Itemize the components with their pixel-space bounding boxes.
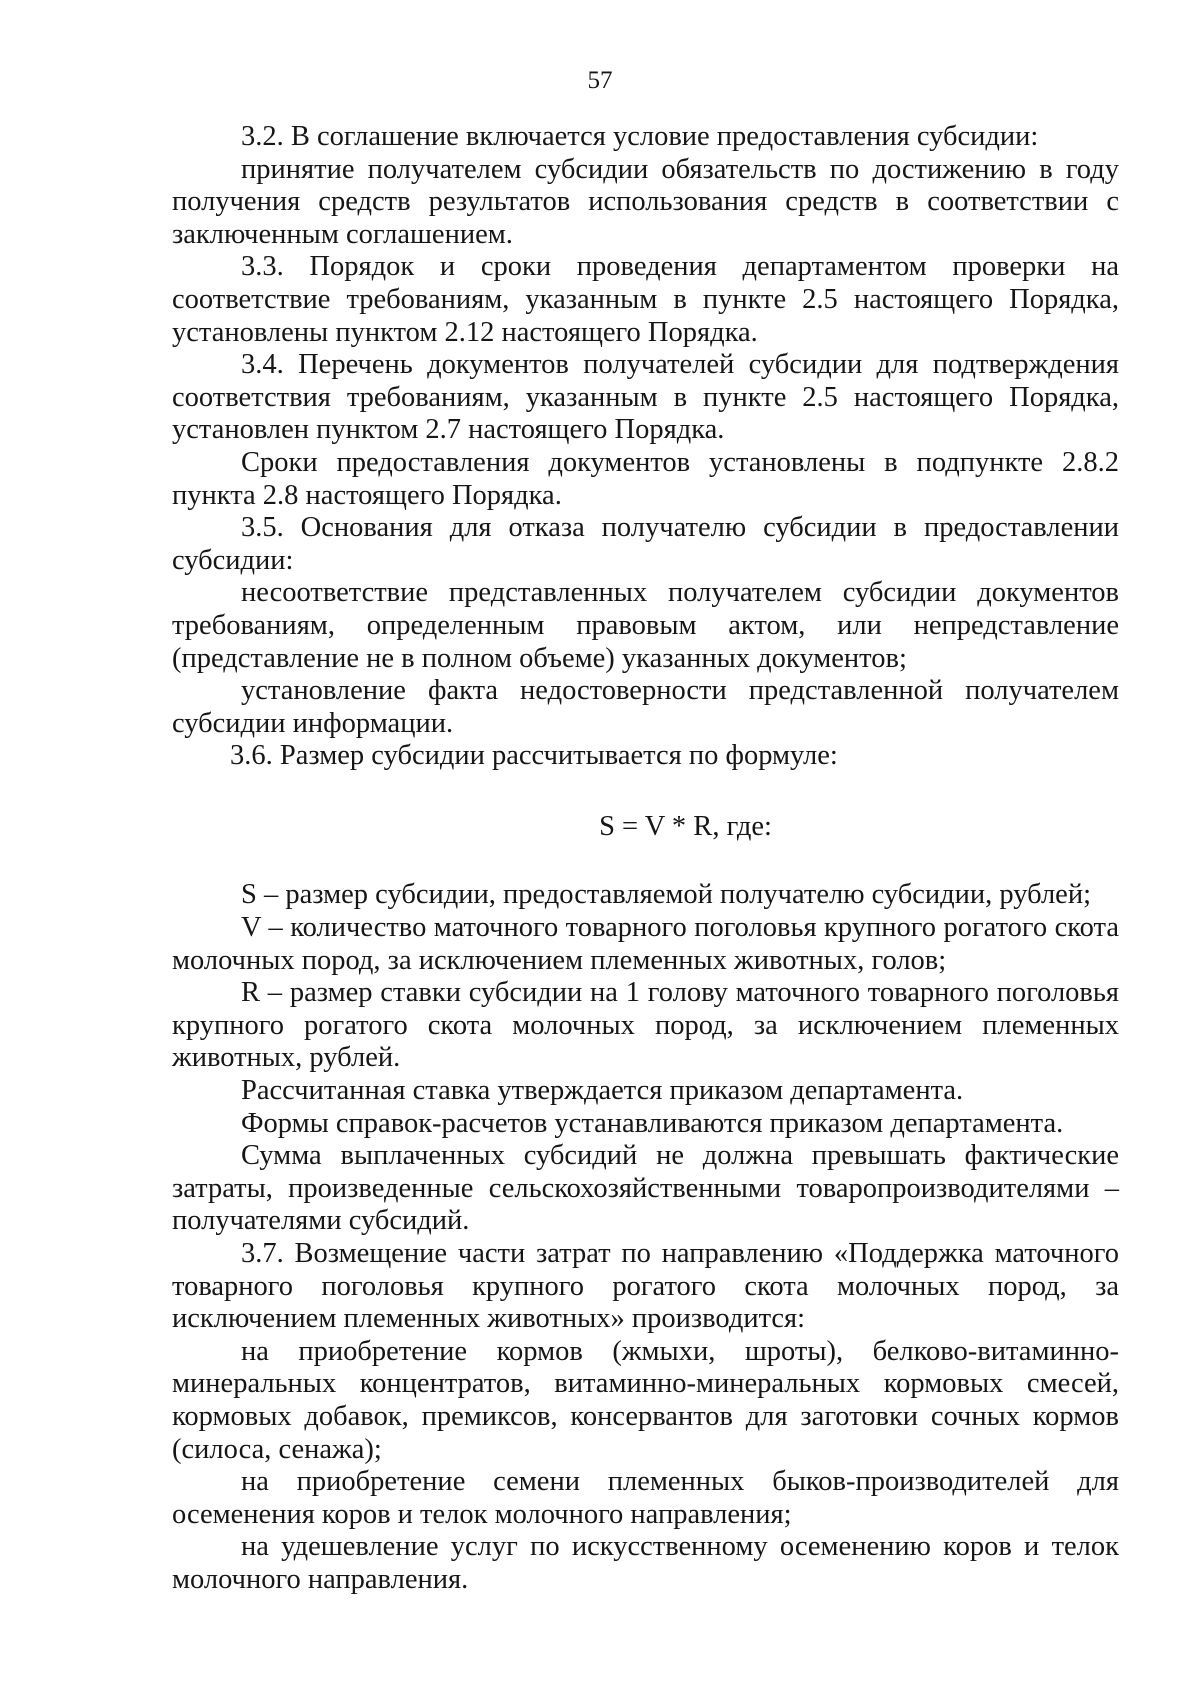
paragraph-semen-purchase: на приобретение семени племенных быков-производителей для осеменения коров и телок молочного направления; xyxy=(172,1466,1119,1530)
paragraph-3-3: 3.3. Порядок и сроки проведения департаментом проверки на соответствие требованиям, указанным в пункте 2.5 настоящего Порядка, установлены пунктом 2.12 настоящего Порядка. xyxy=(172,251,1119,348)
subsidy-formula: S = V * R, где: xyxy=(599,810,772,842)
paragraph-insemination-services: на удешевление услуг по искусственному осеменению коров и телок молочного направления. xyxy=(172,1531,1119,1595)
paragraph-sum-limit: Сумма выплаченных субсидий не должна превышать фактические затраты, произведенные сельскохозяйственными товаропроизводителями – получателями субсидий. xyxy=(172,1140,1119,1237)
definition-v: V – количество маточного товарного поголовья крупного рогатого скота молочных пород, за исключением племенных животных, голов; xyxy=(172,912,1119,976)
paragraph-3-6: 3.6. Размер субсидии рассчитывается по формуле: xyxy=(230,740,838,772)
paragraph-3-5: 3.5. Основания для отказа получателю субсидии в предоставлении субсидии: xyxy=(172,512,1119,576)
paragraph-forms: Формы справок-расчетов устанавливаются приказом департамента. xyxy=(241,1107,1064,1139)
page-number: 57 xyxy=(587,67,613,94)
paragraph-rate-approval: Рассчитанная ставка утверждается приказом департамента. xyxy=(241,1075,964,1107)
document-body xyxy=(172,121,1119,1597)
paragraph-3-2: 3.2. В соглашение включается условие предоставления субсидии: xyxy=(241,121,1039,152)
paragraph-feed-purchase: на приобретение кормов (жмыхи, шроты), белково-витаминно-минеральных концентратов, витаминно-минеральных кормовых смесей, кормовых добавок, премиксов, консервантов для заготовки сочных кормов (силоса, сенажа); xyxy=(172,1335,1119,1465)
paragraph-document-deadlines: Сроки предоставления документов установлены в подпункте 2.8.2 пункта 2.8 настоящего Порядка. xyxy=(172,446,1119,511)
definition-r: R – размер ставки субсидии на 1 голову маточного товарного поголовья крупного рогатого скота молочных пород, за исключением племенных животных, рублей. xyxy=(172,977,1119,1074)
paragraph-refusal-reason-2: установление факта недостоверности представленной получателем субсидии информации. xyxy=(172,675,1119,739)
paragraph-refusal-reason-1: несоответствие представленных получателем субсидии документов требованиям, определенным правовым актом, или непредставление (представление не в полном объеме) указанных документов; xyxy=(172,577,1119,674)
paragraph-3-4: 3.4. Перечень документов получателей субсидии для подтверждения соответствия требованиям, указанным в пункте 2.5 настоящего Порядка, установлен пунктом 2.7 настоящего Порядка. xyxy=(172,349,1119,446)
definition-s: S – размер субсидии, предоставляемой получателю субсидии, рублей; xyxy=(241,879,1092,911)
paragraph-3-7: 3.7. Возмещение части затрат по направлению «Поддержка маточного товарного поголовья крупного рогатого скота молочных пород, за исключением племенных животных» производится: xyxy=(172,1238,1119,1335)
paragraph-3-2-condition: принятие получателем субсидии обязательств по достижению в году получения средств результатов использования средств в соответствии с заключенным соглашением. xyxy=(172,153,1119,250)
